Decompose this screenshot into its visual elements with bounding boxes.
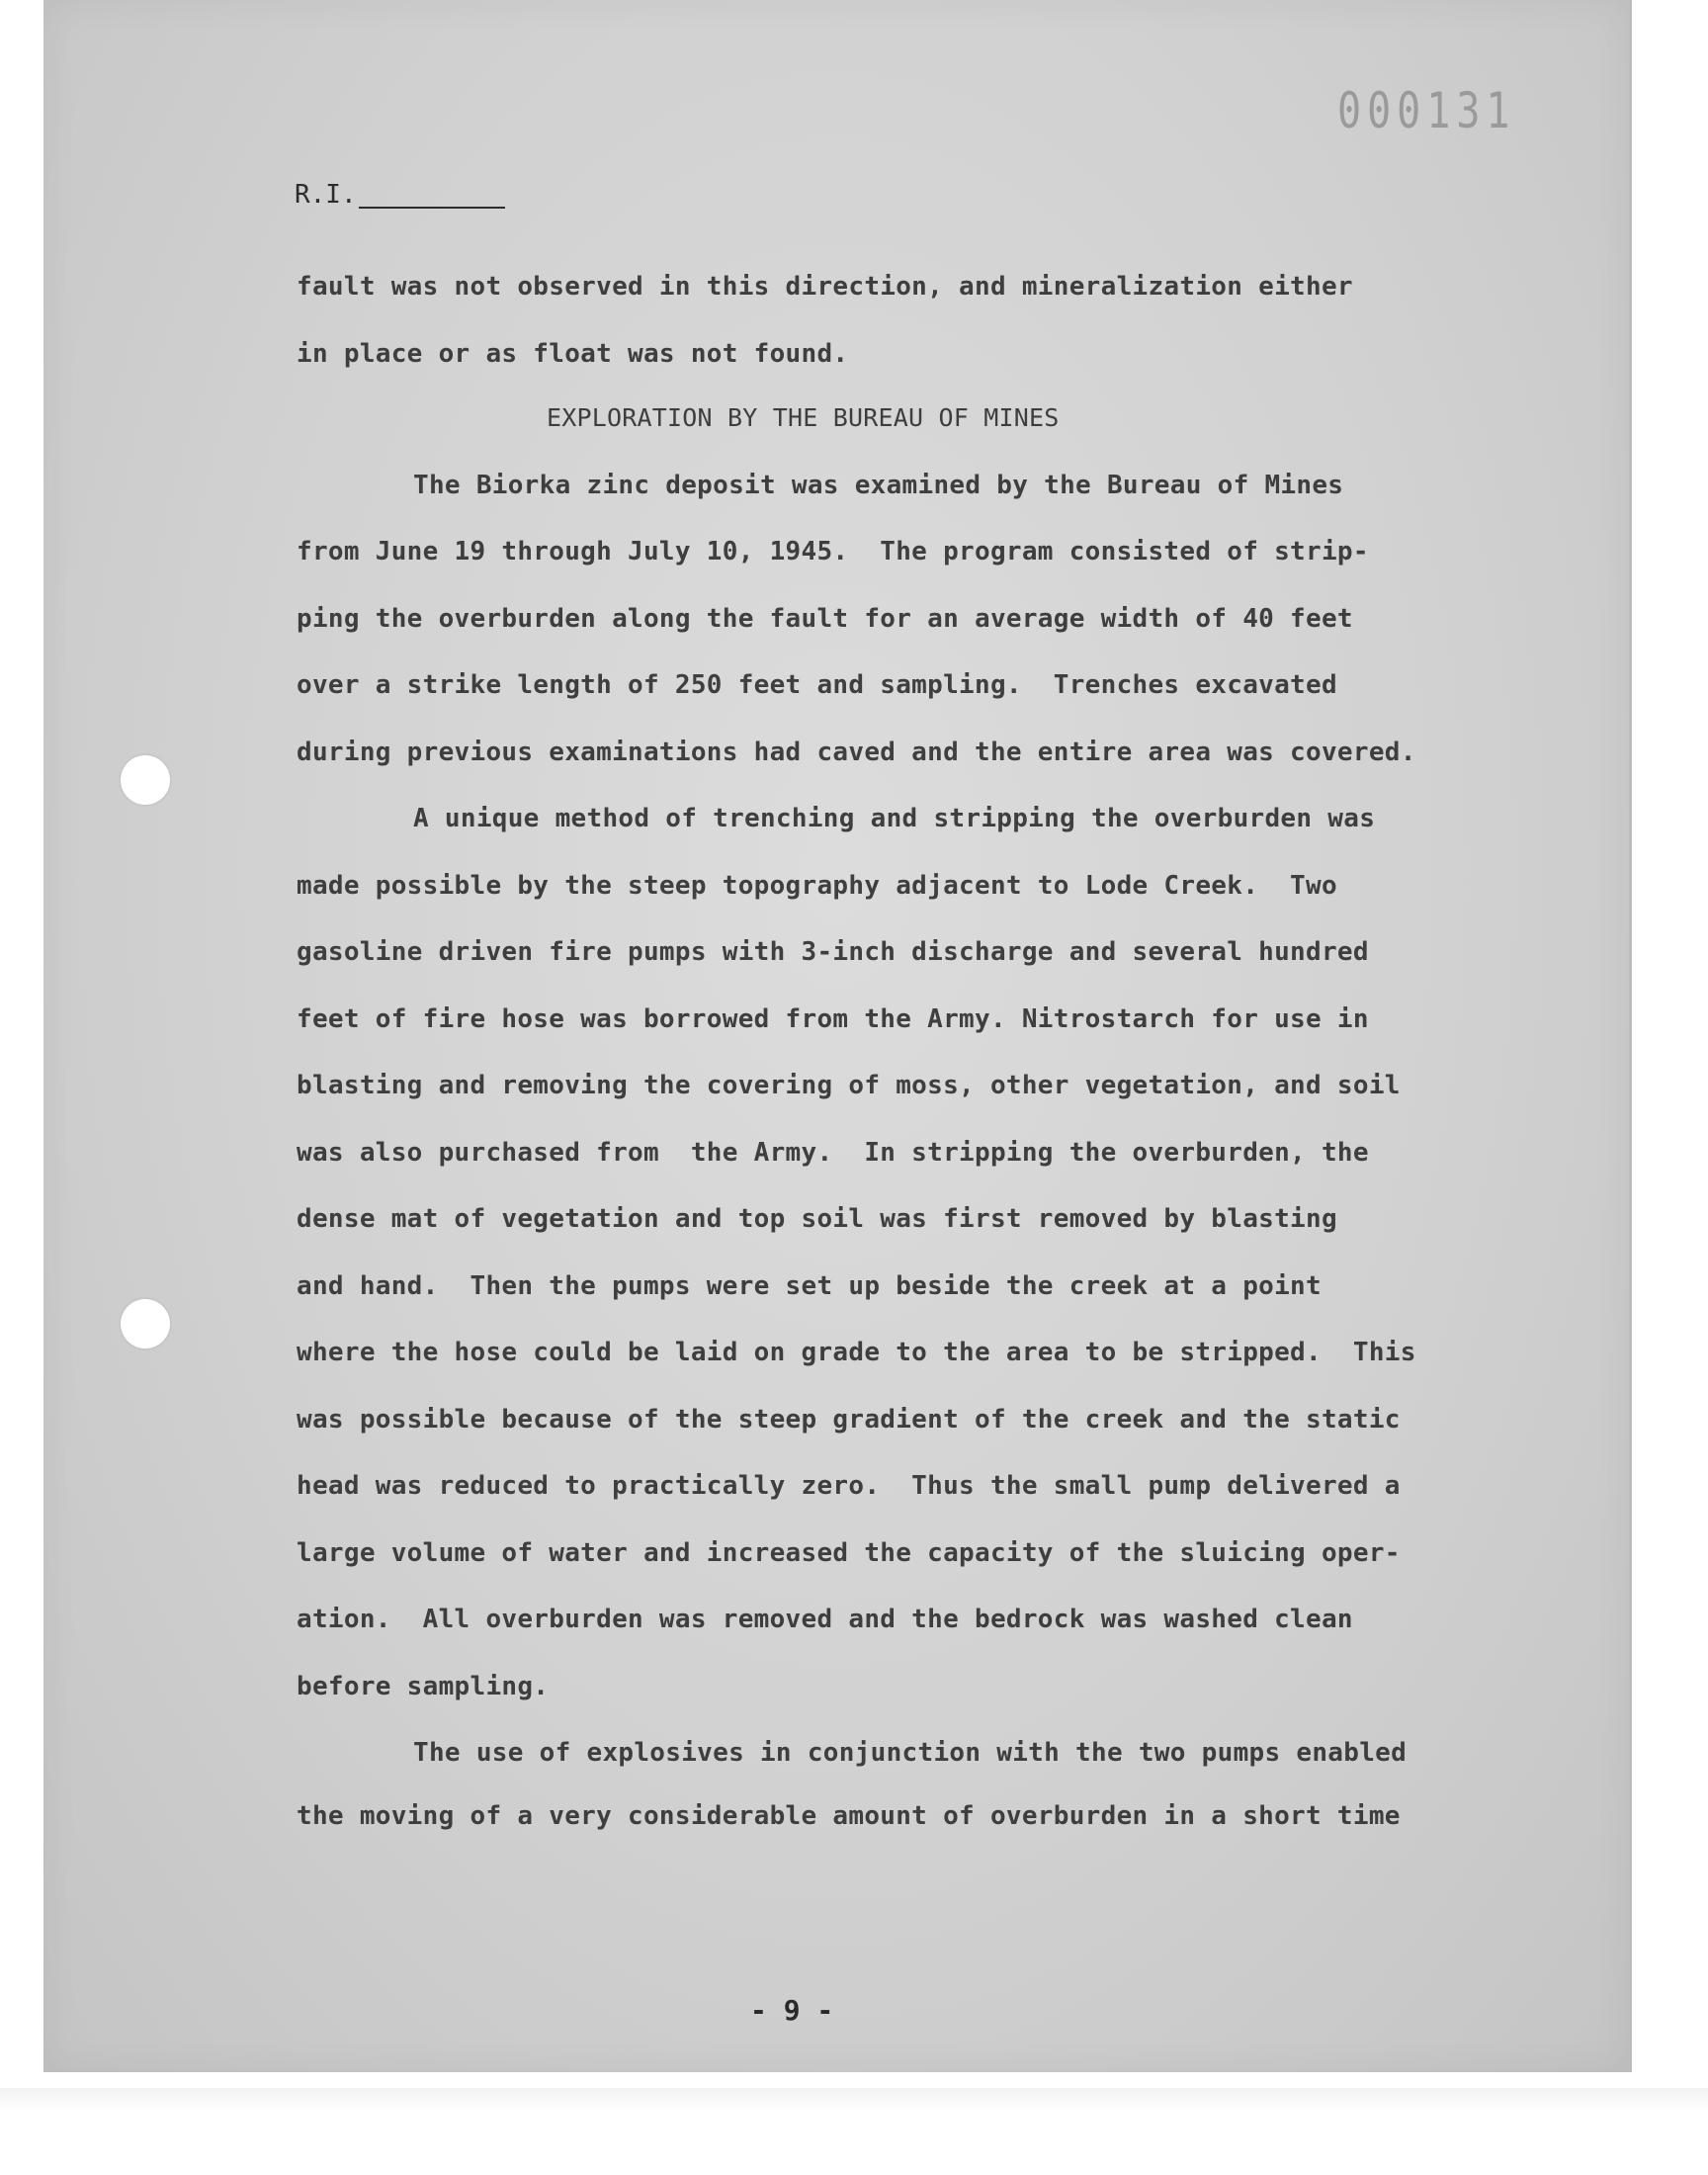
text-line: during previous examinations had caved and the entire area was covered.	[297, 738, 1416, 767]
punch-hole	[121, 1299, 170, 1348]
text-line: The use of explosives in conjunction with the two pumps enabled	[413, 1738, 1408, 1768]
ri-label-line	[295, 180, 505, 210]
text-line: The Biorka zinc deposit was examined by the Bureau of Mines	[413, 471, 1344, 500]
section-heading: EXPLORATION BY THE BUREAU OF MINES	[547, 403, 1060, 432]
text-line: where the hose could be laid on grade to the area to be stripped. This	[297, 1338, 1416, 1367]
text-line: before sampling.	[297, 1672, 550, 1701]
text-line: was possible because of the steep gradient of the creek and the static	[297, 1405, 1401, 1435]
text-line: in place or as float was not found.	[297, 339, 849, 369]
punch-hole	[121, 755, 170, 805]
text-line: the moving of a very considerable amount of overburden in a short time	[297, 1801, 1401, 1831]
text-line: feet of fire hose was borrowed from the Army. Nitrostarch for use in	[297, 1004, 1369, 1034]
text-line: ation. All overburden was removed and the bedrock was washed clean	[297, 1605, 1353, 1634]
stamp-number: 000131	[1337, 83, 1516, 140]
text-line: was also purchased from the Army. In stripping the overburden, the	[297, 1138, 1369, 1168]
text-line: gasoline driven fire pumps with 3-inch discharge and several hundred	[297, 937, 1369, 967]
text-line: made possible by the steep topography adjacent to Lode Creek. Two	[297, 871, 1337, 901]
text-line: blasting and removing the covering of moss, other vegetation, and soil	[297, 1071, 1401, 1100]
text-line: large volume of water and increased the capacity of the sluicing oper-	[297, 1538, 1401, 1568]
text-line: head was reduced to practically zero. Thus the small pump delivered a	[297, 1471, 1401, 1501]
text-line: fault was not observed in this direction, and mineralization either	[297, 272, 1353, 302]
text-line: A unique method of trenching and stripping the overburden was	[413, 804, 1376, 833]
text-line: over a strike length of 250 feet and sampling. Trenches excavated	[297, 670, 1337, 700]
page-edge	[1629, 0, 1632, 2072]
text-line: dense mat of vegetation and top soil was first removed by blasting	[297, 1204, 1337, 1234]
text-line: and hand. Then the pumps were set up beside the creek at a point	[297, 1271, 1322, 1301]
ri-label: R.I.	[295, 180, 357, 210]
ri-blank-line	[359, 207, 505, 209]
text-line: from June 19 through July 10, 1945. The program consisted of strip-	[297, 537, 1369, 566]
text-line: ping the overburden along the fault for an average width of 40 feet	[297, 604, 1353, 634]
page-number: - 9 -	[750, 1994, 834, 2027]
scan-bottom-strip	[0, 2088, 1708, 2112]
